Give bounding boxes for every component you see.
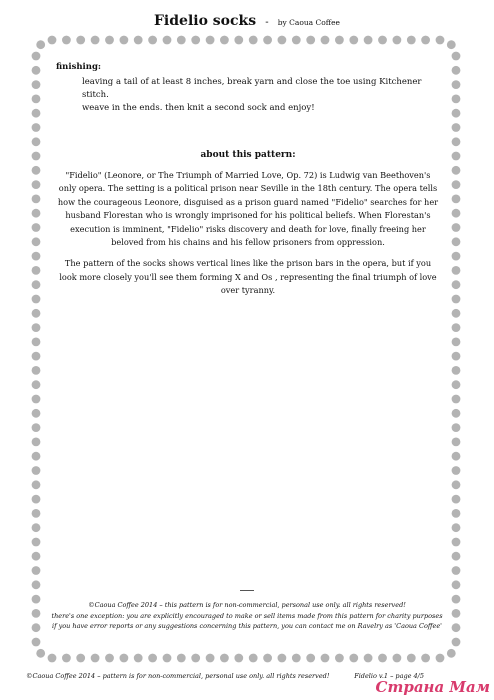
border-dot: [452, 338, 461, 347]
border-dot: [177, 36, 186, 45]
border-dot: [452, 309, 461, 318]
border-dot: [148, 36, 157, 45]
border-dot: [321, 36, 330, 45]
border-dot: [32, 66, 41, 75]
border-dot: [452, 237, 461, 246]
border-dot: [32, 466, 41, 475]
site-watermark-logo: Страна Мам: [375, 678, 490, 696]
title-separator: -: [265, 17, 269, 28]
border-dot: [32, 423, 41, 432]
border-dot: [32, 352, 41, 361]
border-dot: [452, 52, 461, 61]
border-dot: [32, 580, 41, 589]
border-dot: [335, 654, 344, 663]
finishing-step-2: weave in the ends. then knit a second sock and enjoy!: [82, 103, 315, 113]
border-dot: [364, 36, 373, 45]
border-dot: [452, 395, 461, 404]
border-dot: [278, 654, 287, 663]
border-dot: [32, 209, 41, 218]
border-dot: [263, 654, 272, 663]
about-paragraph-1: "Fidelio" (Leonore, or The Triumph of Married Love, Op. 72) is Ludwig van Beethoven's only opera. The setting is a political prison near Seville in the 18th century. The opera tells how the courageous Leonore, disguised as a prison guard named "Fidelio" searches for her husband Florestan who is wrongly imprisoned for his political beliefs. When Florestan's execution is imminent, "Fidelio" risks discovery and death for love, finally freeing her beloved from his chains and his fellow prisoners from oppression.: [57, 170, 439, 248]
main-content: [56, 62, 440, 306]
border-dot: [32, 438, 41, 447]
page-footer-copyright: ©Caoua Coffee 2014 – pattern is for non-commercial, personal use only. all rights reserved!: [26, 672, 330, 680]
border-dot: [134, 36, 143, 45]
border-dot: [452, 280, 461, 289]
border-dot: [452, 509, 461, 518]
border-dot: [32, 252, 41, 261]
border-dot: [452, 95, 461, 104]
border-dot: [421, 36, 430, 45]
charity-exception-line: there's one exception: you are explicitly encouraged to make or sell items made from this pattern for charity purposes: [51, 611, 443, 620]
border-dot: [32, 152, 41, 161]
border-dot: [36, 649, 45, 658]
border-dot: [436, 654, 445, 663]
border-dot: [32, 195, 41, 204]
border-dot: [321, 654, 330, 663]
border-dot: [163, 654, 172, 663]
page-title: Fidelio socks: [153, 13, 257, 29]
border-dot: [263, 36, 272, 45]
border-dot: [105, 36, 114, 45]
border-dot: [120, 36, 129, 45]
border-dot: [32, 95, 41, 104]
border-dot: [191, 36, 200, 45]
border-dot: [452, 109, 461, 118]
border-dot: [292, 654, 301, 663]
border-dot: [452, 66, 461, 75]
border-dot: [206, 36, 215, 45]
border-dot: [76, 36, 85, 45]
border-dot: [452, 180, 461, 189]
border-dot: [32, 137, 41, 146]
border-dot: [32, 295, 41, 304]
border-dot: [32, 523, 41, 532]
border-dot: [452, 552, 461, 561]
border-dot: [378, 654, 387, 663]
border-dot: [249, 36, 258, 45]
border-dot: [32, 395, 41, 404]
border-dot: [32, 123, 41, 132]
border-dot: [32, 552, 41, 561]
border-dot: [32, 280, 41, 289]
border-dot: [452, 438, 461, 447]
border-dot: [91, 654, 100, 663]
border-dot: [76, 654, 85, 663]
border-dot: [191, 654, 200, 663]
border-dot: [452, 580, 461, 589]
border-dot: [452, 166, 461, 175]
border-dot: [452, 80, 461, 89]
border-dot: [452, 480, 461, 489]
border-dot: [177, 654, 186, 663]
border-dot: [452, 252, 461, 261]
border-dot: [393, 654, 402, 663]
about-heading: about this pattern:: [200, 150, 296, 160]
border-dot: [32, 366, 41, 375]
border-dot: [452, 223, 461, 232]
border-dot: [452, 152, 461, 161]
border-dot: [452, 638, 461, 647]
border-dot: [378, 36, 387, 45]
border-dot: [278, 36, 287, 45]
border-dot: [335, 36, 344, 45]
border-dot: [407, 36, 416, 45]
border-dot: [452, 495, 461, 504]
border-dot: [234, 654, 243, 663]
border-dot: [62, 654, 71, 663]
border-dot: [32, 495, 41, 504]
about-paragraph-2: The pattern of the socks shows vertical lines like the prison bars in the opera, but if you look more closely you'll see them forming X and Os , representing the final triumph of love over tyranny.: [59, 258, 437, 296]
border-dot: [32, 338, 41, 347]
border-dot: [452, 566, 461, 575]
border-dot: [32, 323, 41, 332]
border-dot: [32, 409, 41, 418]
border-dot: [452, 466, 461, 475]
border-dot: [292, 36, 301, 45]
border-dot: [91, 36, 100, 45]
border-dot: [306, 36, 315, 45]
border-dot: [452, 523, 461, 532]
border-dot: [452, 137, 461, 146]
border-dot: [32, 180, 41, 189]
border-dot: [32, 638, 41, 647]
border-dot: [452, 452, 461, 461]
border-dot: [32, 52, 41, 61]
border-dot: [452, 409, 461, 418]
border-dot: [452, 266, 461, 275]
border-dot: [364, 654, 373, 663]
border-dot: [36, 40, 45, 49]
border-dot: [32, 266, 41, 275]
border-dot: [32, 80, 41, 89]
border-dot: [452, 123, 461, 132]
border-dot: [436, 36, 445, 45]
border-dot: [452, 352, 461, 361]
border-dot: [407, 654, 416, 663]
border-dot: [32, 566, 41, 575]
border-dot: [452, 195, 461, 204]
border-dot: [32, 237, 41, 246]
border-dot: [32, 166, 41, 175]
border-dot: [220, 36, 229, 45]
border-dot: [48, 36, 57, 45]
border-dot: [234, 36, 243, 45]
border-dot: [421, 654, 430, 663]
border-dot: [452, 209, 461, 218]
border-dot: [393, 36, 402, 45]
border-dot: [32, 109, 41, 118]
border-dot: [62, 36, 71, 45]
border-dot: [349, 654, 358, 663]
border-dot: [249, 654, 258, 663]
border-dot: [206, 654, 215, 663]
author-byline: by Caoua Coffee: [277, 18, 340, 27]
border-dot: [447, 649, 456, 658]
border-dot: [452, 295, 461, 304]
contact-line: if you have error reports or any suggestions concerning this pattern, you can contact me on Ravelry as 'Caoua Coffee': [52, 622, 442, 630]
footer-notice: [30, 600, 464, 632]
border-dot: [32, 309, 41, 318]
border-dot: [349, 36, 358, 45]
border-dot: [163, 36, 172, 45]
page-number: Fidelio v.1 – page 4/5: [354, 672, 424, 680]
border-dot: [32, 480, 41, 489]
finishing-step-1: leaving a tail of at least 8 inches, break yarn and close the toe using Kitchener stitch.: [82, 77, 422, 100]
border-dot: [32, 452, 41, 461]
border-dot: [452, 323, 461, 332]
border-dot: [120, 654, 129, 663]
finishing-heading: finishing:: [56, 62, 102, 72]
border-dot: [452, 380, 461, 389]
border-dot: [452, 538, 461, 547]
copyright-line: ©Caoua Coffee 2014 – this pattern is for non-commercial, personal use only. all rights reserved!: [88, 601, 406, 609]
border-dot: [148, 654, 157, 663]
footer-divider: [240, 590, 254, 591]
border-dot: [48, 654, 57, 663]
border-dot: [452, 423, 461, 432]
border-dot: [105, 654, 114, 663]
border-dot: [32, 380, 41, 389]
border-dot: [447, 40, 456, 49]
page-header: [0, 10, 494, 29]
border-dot: [306, 654, 315, 663]
border-dot: [32, 538, 41, 547]
border-dot: [32, 223, 41, 232]
border-dot: [452, 366, 461, 375]
border-dot: [32, 509, 41, 518]
border-dot: [134, 654, 143, 663]
border-dot: [220, 654, 229, 663]
